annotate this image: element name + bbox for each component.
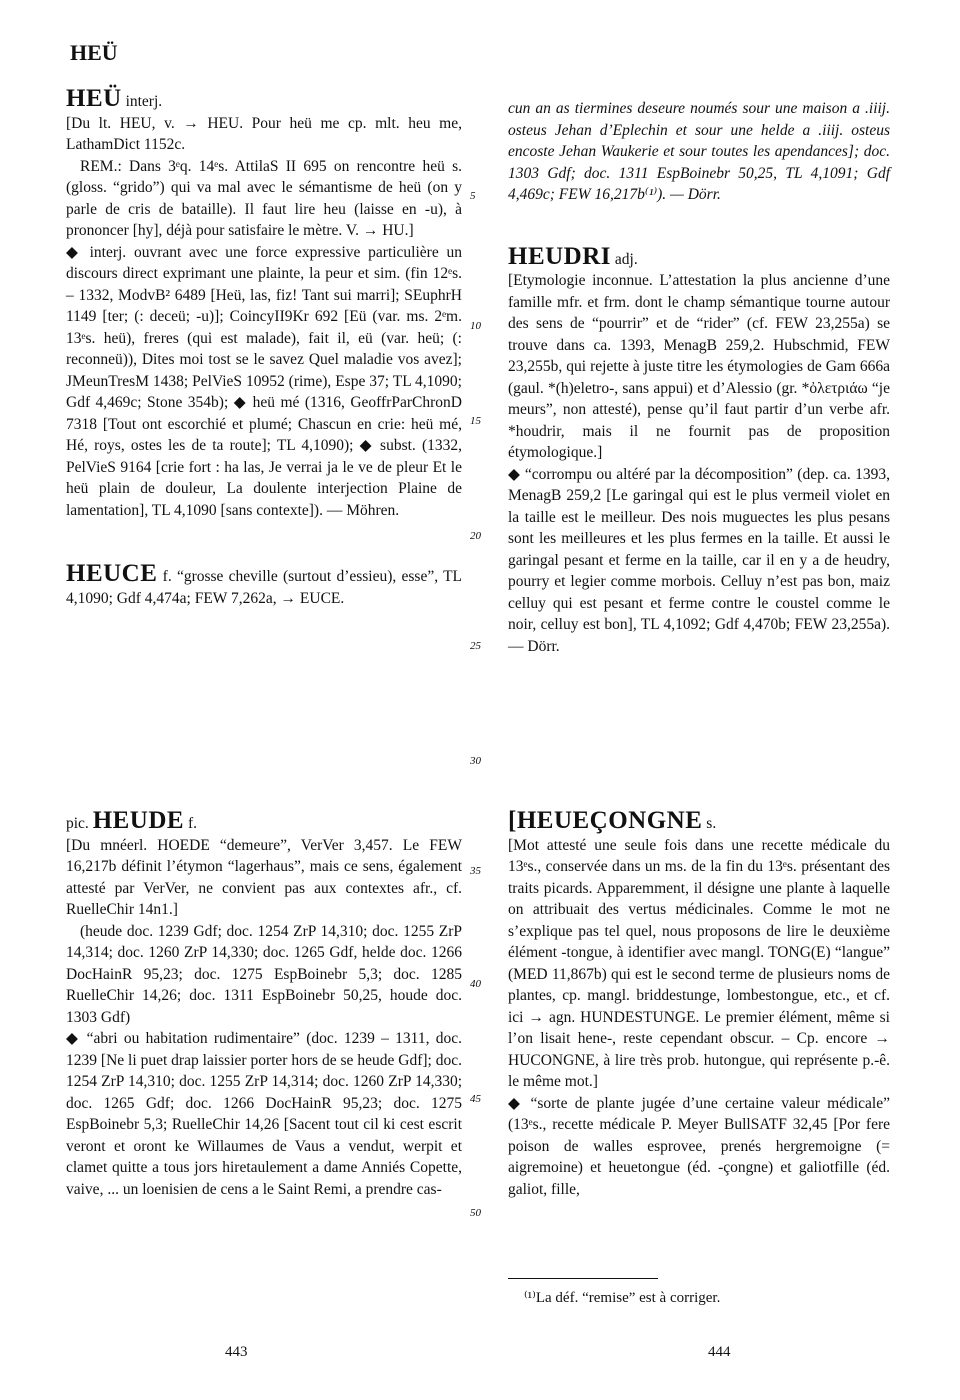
page-number-left: 443 <box>225 1344 248 1360</box>
page-number-right: 444 <box>708 1344 731 1360</box>
entry-heudri-sense: ◆ “corrompu ou altéré par la décomposition” (dep. ca. 1393, MenagB 259,2 [Le garingal qui est le plus vermeil violet en la taille est le meilleur. Des nois muguectes les plus pesans sont les meilleures et les plus fermes en la taille. Et aussi le garingal pesant et ferme en la taille, car il en y a de heudry, pourry et legier comme morbois. Celluy n’est pas bon, maiz celluy qui est pesant et ferme contre le coustel comme le noir, celluy est bon], TL 4,1092; Gdf 4,470b; FEW 23,255a). — Dörr. <box>508 465 890 655</box>
line-number: 10 <box>470 320 481 332</box>
line-number: 30 <box>470 755 481 767</box>
entry-heuce <box>66 560 463 609</box>
headword-heu: HEÜ <box>66 85 122 112</box>
line-number: 25 <box>470 640 481 652</box>
headword-heude: HEUDE <box>92 807 185 834</box>
entry-heuecongne-sense: ◆ “sorte de plante jugée d’une certaine valeur médicale” (13ᵉs., recette médicale P. Meyer BullSATF 32,45 [Por fere poison de walles esprovee, prenés hergremoigne (= aigremoine) et heuetongue (éd. -çongne) et galiotfille (éd. galiot, fille, <box>508 1094 890 1198</box>
entry-heudri-etymology: [Etymologie inconnue. L’attestation la plus ancienne d’une famille mfr. et frm. dont le champ sémantique tourne autour des sens de “pourrir” et de “rider” (cf. FEW 23,255a) se trouve dans ca. 1393, MenagB 259,2. Hubschmid, FEW 23,255b, qui rejette à juste titre les étymologies de Gam 666a (gaul. *(h)eletro-, sans appui) et d’Alessio (gr. *ὀλετριάω “je meurs”, non attesté), pense qu’il faut partir d’un verbe afr. *houdrir, mais il ne fournit pas de proposition étymologique.] <box>508 272 890 461</box>
headword-heuecongne: [HEUEÇONGNE <box>508 807 703 834</box>
headword-heudri: HEUDRI <box>508 242 612 270</box>
line-number: 40 <box>470 978 481 990</box>
entry-heu-remark: REM.: Dans 3ᵉq. 14ᵉs. AttilaS II 695 on rencontre heü s. (gloss. “grido”) qui va mal avec le sémantisme de heü (on y parle de cris de bataille). Il faut lire heu (laisse en -u), à prononcer [hy], déjà pour satisfaire le mètre. V. → HU.] <box>66 157 462 239</box>
entry-heude-forms: (heude doc. 1239 Gdf; doc. 1254 ZrP 14,310; doc. 1255 ZrP 14,314; doc. 1260 ZrP 14,330; doc. 1265 Gdf, helde doc. 1266 DocHainR 95,23; doc. 1275 EspBoinebr 5,3; doc. 1285 RuelleChir 14,26; doc. 1311 EspBoinebr 50,25, houde doc. 1303 Gdf) <box>66 922 462 1026</box>
entry-heude-etymology: [Du mnéerl. HOEDE “demeure”, VerVer 3,457. Le FEW 16,217b définit l’étymon “lagerhaus”, mais ce sens, également attesté par VerVer, ne convient pas aux contextes afr., cf. RuelleChir 14n1.] <box>66 836 462 918</box>
line-number: 35 <box>470 865 481 877</box>
pos-heuecongne: s. <box>706 815 717 832</box>
line-number: 20 <box>470 530 481 542</box>
headword-heuce: HEUCE <box>66 560 158 587</box>
line-number: 5 <box>470 190 476 202</box>
entry-heu-headline <box>66 85 462 113</box>
left-column-top <box>66 85 463 609</box>
entry-heu-sense: ◆ interj. ouvrant avec une force expressive particulière un discours direct exprimant une plainte, la peur et sim. (fin 12ᵉs. – 1332, ModvB² 6489 [Heü, las, fiz! Tant sui marri]; SEuphrH 1149 [ter; (: deceü; -u)]; CoincyII9Kr 692 [Eü (var. ms. 2ᵉm. 13ᵉs. heü), freres (qui est malade), fait il, eü (var. heü; (: reconneü)), Dites moi tost se le savez Quel maladie vos avez]; JMeunTresM 1438; PelVieS 10952 (rime), Espe 37; TL 4,1090; Gdf 4,469c; Stone 354b); ◆ heü mé (1316, GeoffrParChronD 7318 [Tout ont escorchié et plumé; Chascun en crie: heü mé, Hé, roys, ostes les de ta route]; TL 4,1090); ◆ subst. (1332, PelVieS 9164 [crie fort : ha las, Je verrai ja le ve de pleur Et le heü plain de douleur, La doulente interjection Plaine de lamentation], TL 4,1090 [sans contexte]). — Möhren. <box>66 243 462 519</box>
entry-heuecongne-etymology: [Mot attesté une seule fois dans une recette médicale du 13ᵉs., conservée dans un ms. de la fin du 13ᵉs. présentant des traits picards. Apparemment, il désigne une plante à laquelle on attribuait des vertus médicinales. Comme le mot ne s’explique pas tel quel, nous proposons de lire le deuxième élément -tongue, à identifier avec mangl. TONG(E) “langue” (MED 11,867b) qui est le second terme de plusieurs noms de plantes, cp. mangl. briddestunge, lombestongue, etc., et cf. ici → agn. HUNDESTUNGE. Le premier élément, même si l’on lisait hene-, reste cependant obscur. – Cp. encore → HUCONGNE, à lire très prob. hutongue, qui représente p.-ê. le même mot.] <box>508 836 890 1090</box>
entry-heudri-headline <box>508 242 890 271</box>
entry-heude-headline <box>66 807 462 835</box>
right-column-bottom <box>508 807 890 1200</box>
pos-heu: interj. <box>125 93 163 110</box>
line-number: 45 <box>470 1093 481 1105</box>
prefix-heude: pic. <box>66 815 89 832</box>
entry-heu-etymology: [Du lt. HEU, v. → HEU. Pour heü me cp. mlt. heu me, LathamDict 1152c. <box>66 114 462 153</box>
footnote-rule <box>508 1278 658 1279</box>
line-number: 50 <box>470 1207 481 1219</box>
entry-heude-sense: ◆ “abri ou habitation rudimentaire” (doc. 1239 – 1311, doc. 1239 [Ne li puet drap laissier porter hors de se heude Gdf]; doc. 1254 ZrP 14,310; doc. 1255 ZrP 14,314; doc. 1260 ZrP 14,330; doc. 1265 Gdf; doc. 1266 DocHainR 95,23; doc. 1275 EspBoinebr 5,3; RuelleChir 14,26 [Sacent tout cil ki cest escrit veront et oront ke Willaumes de Vaus a vendut, werpit et clamet quitte a tous jors hiretaulement a dame Anniés Copette, vaive, ... un loenisien de cens a le Saint Remi, a prendre cas- <box>66 1030 462 1198</box>
entry-heude-continuation: cun an as tiermines deseure noumés sour une maison a .iiij. osteus Jehan d’Eplechin et sour une helde a .iiij. osteus encoste Jehan Waukerie et sour toutes les apendances]; doc. 1303 Gdf; doc. 1311 EspBoinebr 50,25, TL 4,1091; Gdf 4,469c; FEW 16,217b⁽¹⁾). — Dörr. <box>508 100 890 203</box>
entry-heuecongne-headline <box>508 807 890 835</box>
footnote: ⁽¹⁾La déf. “remise” est à corriger. <box>524 1290 721 1306</box>
left-column-bottom <box>66 807 462 1200</box>
running-head: HEÜ <box>70 40 118 65</box>
pos-heude: f. <box>187 815 198 832</box>
right-column-top <box>508 98 890 657</box>
line-number: 15 <box>470 415 481 427</box>
pos-heudri: adj. <box>614 250 638 268</box>
entry-heuce-body: f. “grosse cheville (surtout d’essieu), esse”, TL 4,1090; Gdf 4,474a; FEW 7,262a, → EUCE. <box>66 568 463 607</box>
